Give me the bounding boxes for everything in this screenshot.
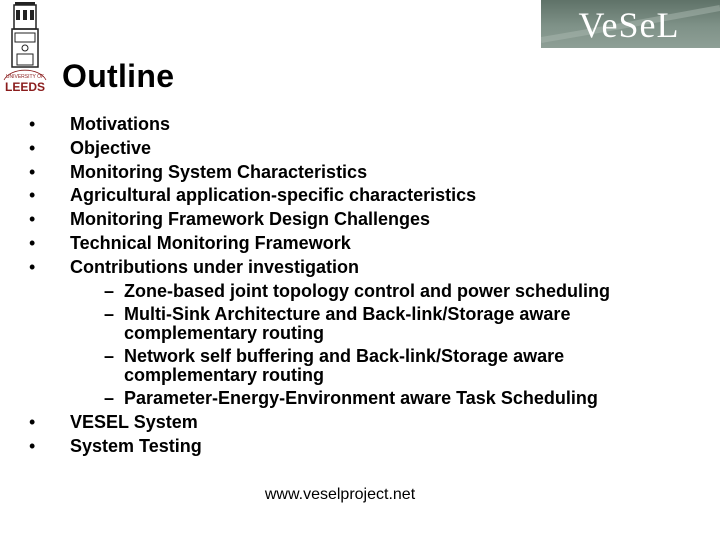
- slide-title: Outline: [62, 58, 175, 94]
- bullet-objective: • Objective: [0, 137, 720, 161]
- bullet-vesel-system: • VESEL System: [0, 411, 720, 435]
- bullet-framework-design-challenges: • Monitoring Framework Design Challenges: [0, 208, 720, 232]
- svg-text:VeSeL: VeSeL: [578, 5, 680, 45]
- sub-bullet-task-scheduling: – Parameter-Energy-Environment aware Task Scheduling: [0, 387, 720, 411]
- sub-bullet-multi-sink: – Multi-Sink Architecture and Back-link/Storage aware complementary routing: [0, 303, 720, 345]
- sub-bullet-zone-based: – Zone-based joint topology control and power scheduling: [0, 280, 720, 304]
- university-of-leeds-logo: [2, 2, 48, 92]
- footer-url: www.veselproject.net: [264, 486, 416, 503]
- sub-bullet-network-self-buffering: – Network self buffering and Back-link/Storage aware complementary routing: [0, 345, 720, 387]
- bullet-system-testing: • System Testing: [0, 435, 720, 459]
- bullet-monitoring-system-characteristics: • Monitoring System Characteristics: [0, 161, 720, 185]
- svg-text:UNIVERSITY OF: UNIVERSITY OF: [5, 74, 45, 80]
- bullet-motivations: • Motivations: [0, 113, 720, 137]
- outline-list: [0, 113, 720, 459]
- svg-text:LEEDS: LEEDS: [4, 80, 46, 92]
- vesel-logo: [541, 0, 720, 48]
- bullet-technical-monitoring-framework: • Technical Monitoring Framework: [0, 232, 720, 256]
- bullet-agricultural-characteristics: • Agricultural application-specific characteristics: [0, 184, 720, 208]
- bullet-contributions: • Contributions under investigation: [0, 256, 720, 280]
